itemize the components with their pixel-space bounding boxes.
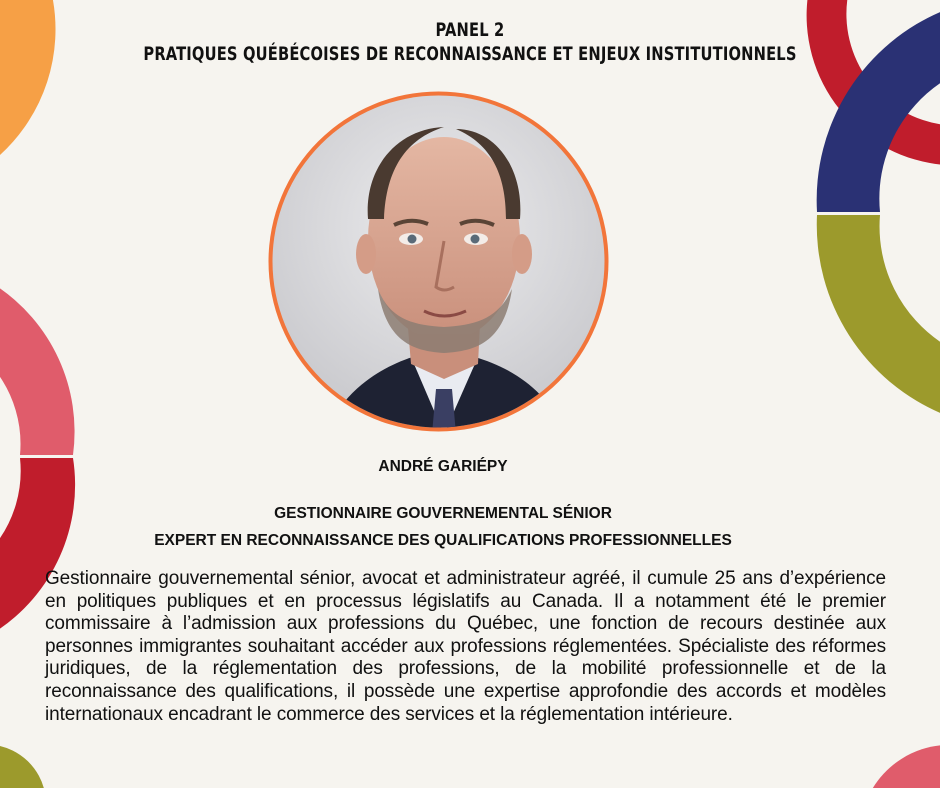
speaker-name: ANDRÉ GARIÉPY: [378, 458, 508, 475]
arc-pink-left: [0, 285, 75, 455]
panel-header: [66, 18, 874, 66]
arc-olive-bottom-left: [0, 745, 45, 788]
speaker-portrait: [266, 89, 611, 434]
arc-orange-top-left: [0, 0, 56, 155]
arc-pink-bottom-right: [870, 745, 940, 788]
panel-title: PRATIQUES QUÉBÉCOISES DE RECONNAISSANCE ET ENJEUX INSTITUTIONNELS: [143, 43, 797, 65]
speaker-bio: Gestionnaire gouvernemental sénior, avocat et administrateur agréé, il cumule 25 ans d’expérience en politiques publiques et en processus législatifs au Canada. Il a notamment été le premier commissaire à l’admission aux professions du Québec, une fonction de recours destinée aux personnes immigrantes souhaitant accéder aux professions réglementées. Spécialiste des réformes juridiques, de la réglementation des professions, de la mobilité professionnelle et de la reconnaissance des qualifications, il possède une expertise approfondie des accords et modèles internationaux encadrant le commerce des services et la réglementation intérieure.: [45, 568, 886, 725]
speaker-role-1: GESTIONNAIRE GOUVERNEMENTAL SÉNIOR: [274, 505, 612, 522]
speaker-role-2: EXPERT EN RECONNAISSANCE DES QUALIFICATIONS PROFESSIONNELLES: [154, 532, 732, 549]
arc-olive-right: [817, 215, 940, 415]
speaker-roles: [0, 500, 886, 554]
panel-label: PANEL 2: [435, 19, 505, 41]
